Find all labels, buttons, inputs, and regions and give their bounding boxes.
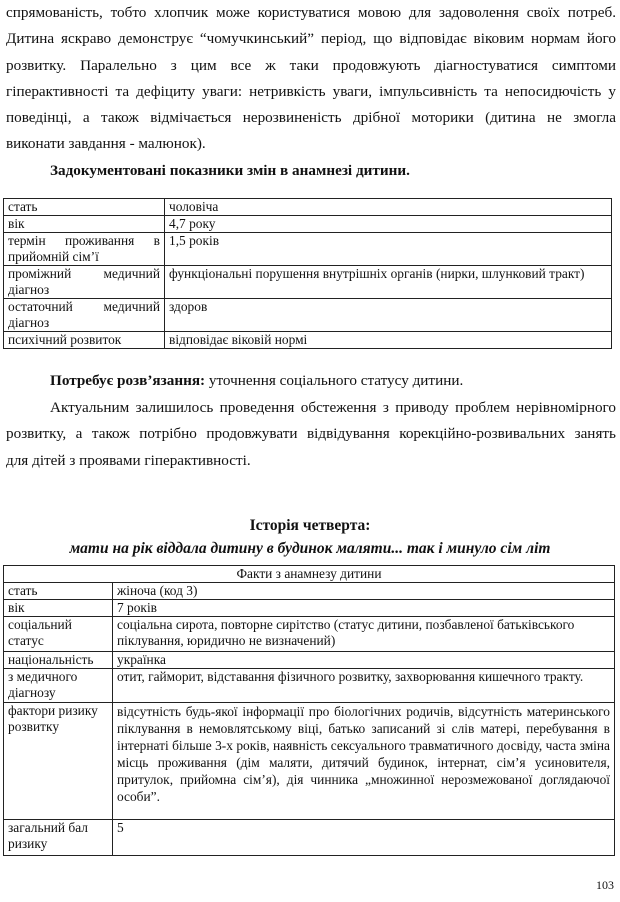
row-label: фактори ризику розвитку — [4, 703, 113, 820]
table-row — [4, 652, 615, 669]
row-label: з медичного діагнозу — [4, 669, 113, 703]
text-line: для дітей з проявами гіперактивності. — [6, 451, 251, 469]
table-row — [4, 820, 615, 856]
row-value: українка — [113, 652, 615, 669]
row-value: відповідає віковій нормі — [165, 332, 612, 349]
row-label: вік — [4, 216, 165, 233]
row-value: 7 років — [113, 600, 615, 617]
text-line: спрямованість, тобто хлопчик може користуватися мовою для задоволення своїх потреб. — [6, 4, 616, 21]
anamnesis-facts-table — [3, 565, 615, 856]
text-line: розвитку. Паралельно з цим все ж таки продовжують діагностуватися симптоми — [6, 56, 616, 74]
row-label: проміжний медичний діагноз — [4, 266, 165, 299]
table-row — [4, 583, 615, 600]
row-value: відсутність будь-якої інформації про біологічних родичів, відсутність материнського піклування в немовлятському віці, батько записаний зі слів матері, перебування в інтернаті більше 3-х років, наявність сексуального травматичного досвіду, часта зміна місць проживання (дім маляти, дитячий будинок, інтернат, сім’я усиновителя, притулок, прийомна сім’я), дія чинника „множинної нерозмежованої доглядаючої особи”. — [113, 703, 615, 820]
table-row — [4, 233, 612, 266]
table-row — [4, 199, 612, 216]
row-label: соціальний статус — [4, 617, 113, 652]
row-label: загальний бал ризику — [4, 820, 113, 856]
row-label: вік — [4, 600, 113, 617]
row-value: отит, гайморит, відставання фізичного розвитку, захворювання кишечного тракту. — [113, 669, 615, 703]
story-subtitle: мати на рік віддала дитину в будинок маляти... так і минуло сім літ — [69, 540, 551, 557]
table-row — [4, 216, 612, 233]
table-row — [4, 266, 612, 299]
anamnesis-changes-table — [3, 198, 612, 349]
story-title: Історія четверта: — [249, 517, 371, 534]
row-label: стать — [4, 583, 113, 600]
intro-paragraph — [6, 0, 616, 158]
row-label: термін проживання в прийомній сім’ї — [4, 233, 165, 266]
row-value: 5 — [113, 820, 615, 856]
table-header: Факти з анамнезу дитини — [4, 566, 615, 583]
table-row — [4, 600, 615, 617]
table-row — [4, 703, 615, 820]
text-line: Актуальним залишилось проведення обстеження з приводу проблем нерівномірного — [50, 399, 616, 416]
resolution-text: уточнення соціального статусу дитини. — [205, 372, 464, 389]
table-row — [4, 299, 612, 332]
text-line: розвитку, а також потрібно продовжувати відвідування корекційно-розвивальних занять — [6, 425, 616, 443]
row-label: стать — [4, 199, 165, 216]
actual-paragraph — [6, 395, 616, 474]
table-row — [4, 617, 615, 652]
page-number: 103 — [596, 878, 614, 892]
text-line: Дитина яскраво демонструє “чомучкинський” період, що відповідає віковим нормам його — [6, 30, 616, 48]
text-line: поведінці, а також відмічається нерозвиненість дрібної моторики (дитина не змогла — [6, 109, 616, 127]
row-value: чоловіча — [165, 199, 612, 216]
row-label: остаточний медичний діагноз — [4, 299, 165, 332]
row-value: здоров — [165, 299, 612, 332]
row-label: психічний розвиток — [4, 332, 165, 349]
row-value: жіноча (код 3) — [113, 583, 615, 600]
resolution-paragraph — [6, 368, 616, 394]
table1-heading: Задокументовані показники змін в анамнезі дитини. — [50, 162, 410, 179]
row-value: 1,5 років — [165, 233, 612, 266]
row-value: 4,7 року — [165, 216, 612, 233]
text-line: гіперактивності та дефіциту уваги: нетривкість уваги, імпульсивність та непосидючість у — [6, 82, 616, 100]
text-line: виконати завдання - малюнок). — [6, 135, 206, 153]
row-value: соціальна сирота, повторне сирітство (статус дитини, позбавленої батьківського піклування, юридично не визначений) — [113, 617, 615, 652]
table-row — [4, 669, 615, 703]
resolution-label: Потребує розв’язання: — [50, 372, 206, 389]
row-label: національність — [4, 652, 113, 669]
table-row — [4, 332, 612, 349]
table-header-row — [4, 566, 615, 583]
row-value: функціональні порушення внутрішніх органів (нирки, шлунковий тракт) — [165, 266, 612, 299]
